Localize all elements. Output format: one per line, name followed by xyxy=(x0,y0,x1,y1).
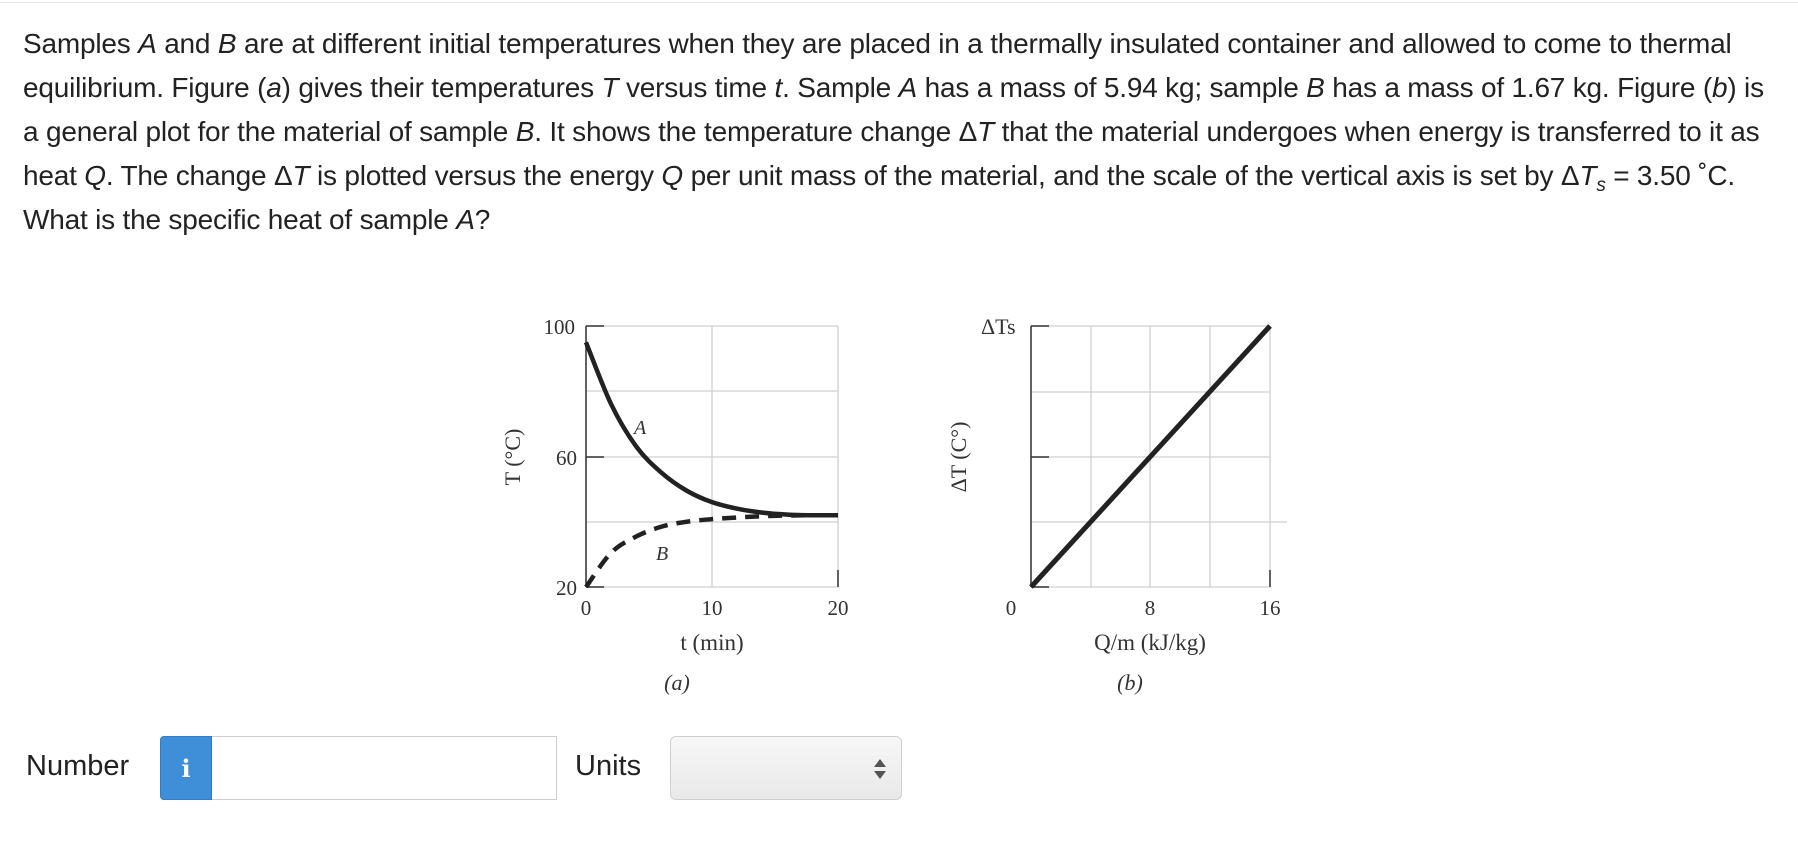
select-arrows-icon xyxy=(873,753,887,785)
info-icon: i xyxy=(181,753,191,783)
y-tick-20: 20 xyxy=(556,576,577,600)
figure-a-y-label: T (°C) xyxy=(500,428,525,486)
figure-b-caption: (b) xyxy=(1117,670,1143,695)
x-tick-20: 20 xyxy=(827,596,849,620)
figure-b xyxy=(946,314,1287,695)
info-button[interactable] xyxy=(160,736,212,800)
x-tick-0: 0 xyxy=(580,596,592,620)
units-label: Units xyxy=(575,750,642,782)
figure-a-x-label: t (min) xyxy=(680,630,744,655)
number-input[interactable] xyxy=(212,736,557,800)
x-tick-b-0: 0 xyxy=(1005,596,1017,620)
question-paragraph: Samples A and B are at different initial temperatures when they are placed in a thermally insulated container and allowed to come to thermal equilibrium. Figure (a) gives their temperatures T versus time t. Sample A has a mass of 5.94 kg; sample B has a mass of 1.67 kg. Figure (b) is a general plot for the material of sample B. It shows the temperature change ΔT that the material undergoes when energy is transferred to it as heat Q. The change ΔT is plotted versus the energy Q per unit mass of the material, and the scale of the vertical axis is set by $\Delta T_s = 3.50$ ˚C. xyxy=(23,28,1764,196)
question-prompt: What is the specific heat of sample A? xyxy=(23,204,491,235)
units-select[interactable] xyxy=(670,736,902,800)
y-tick-60: 60 xyxy=(556,446,577,470)
curve-a-label: A xyxy=(634,417,647,439)
x-tick-10: 10 xyxy=(701,596,723,620)
figure-b-top-label: ΔTs xyxy=(981,314,1016,339)
x-tick-b-8: 8 xyxy=(1144,596,1156,620)
figure-a-caption: (a) xyxy=(664,670,690,695)
x-tick-b-16: 16 xyxy=(1259,596,1281,620)
y-tick-100: 100 xyxy=(543,315,575,339)
answer-row xyxy=(0,736,1798,802)
curve-b-label: B xyxy=(656,543,669,565)
figure-b-x-label: Q/m (kJ/kg) xyxy=(1094,630,1206,655)
figure-a xyxy=(500,315,849,695)
figure-b-y-label: ΔT (C°) xyxy=(946,421,971,493)
number-label: Number xyxy=(26,750,130,782)
figure-a-grid xyxy=(586,326,838,587)
